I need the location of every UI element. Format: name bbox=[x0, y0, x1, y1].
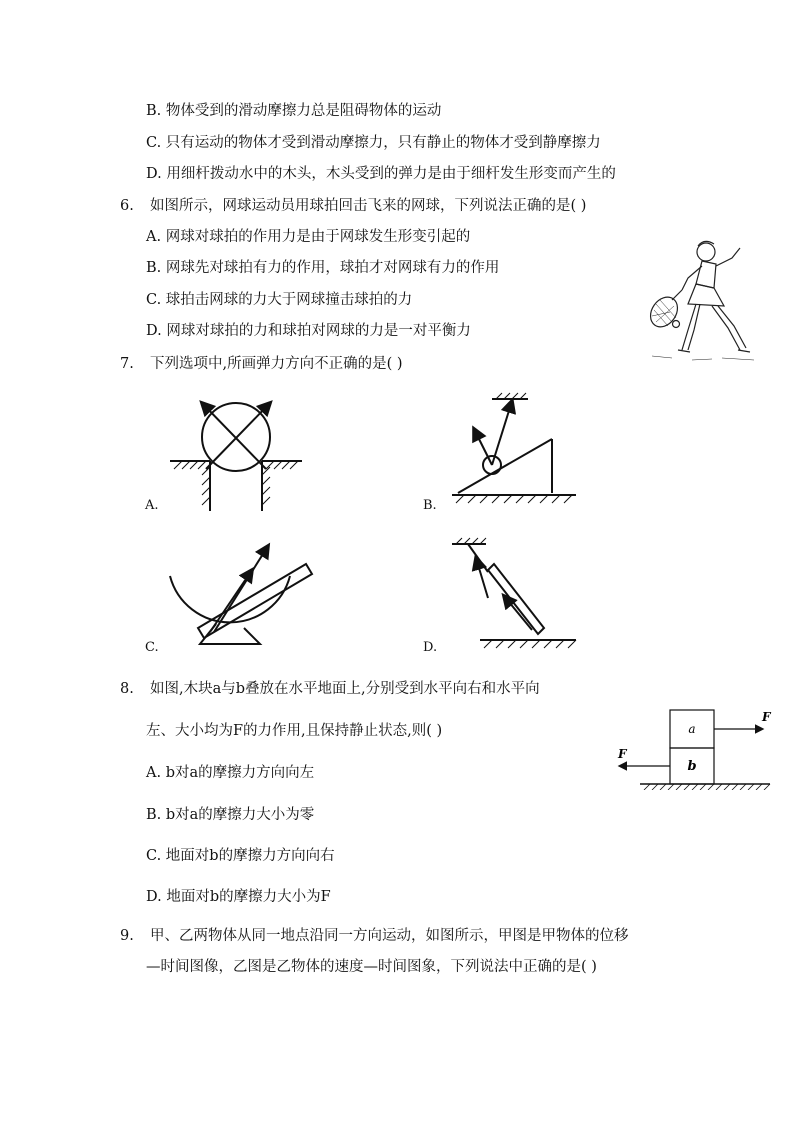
q8-stem-line1: 如图,木块a与b叠放在水平地面上,分别受到水平向右和水平向 bbox=[150, 681, 540, 697]
q6-option-a: A. 网球对球拍的作用力是由于网球发生形变引起的 bbox=[146, 229, 471, 245]
q5-option-d: D. 用细杆拨动水中的木头，木头受到的弹力是由于细杆发生形变而产生的 bbox=[146, 166, 616, 182]
q7-figure-d bbox=[448, 536, 580, 654]
q6-option-c: C. 球拍击网球的力大于网球撞击球拍的力 bbox=[146, 292, 413, 308]
q7-label-a: A. bbox=[145, 498, 159, 513]
q7-label-b: B. bbox=[423, 498, 437, 513]
q8-stem-line2: 左、大小均为F的力作用,且保持静止状态,则( ) bbox=[146, 723, 443, 739]
q7-stem: 下列选项中,所画弹力方向不正确的是( ) bbox=[150, 356, 403, 372]
q8-number: 8. bbox=[120, 681, 134, 697]
q9-stem-line2: —时间图像，乙图是乙物体的速度—时间图象，下列说法中正确的是( ) bbox=[146, 959, 597, 975]
q7-figure-b bbox=[448, 383, 580, 511]
q8-option-b: B. b对a的摩擦力大小为零 bbox=[146, 807, 315, 823]
q7-label-d: D. bbox=[423, 640, 438, 655]
tennis-player-illustration bbox=[642, 232, 756, 366]
q8-stacked-blocks-figure bbox=[612, 706, 780, 790]
q7-figure-c bbox=[164, 536, 314, 654]
q8-option-a: A. b对a的摩擦力方向向左 bbox=[146, 765, 315, 781]
q9-number: 9. bbox=[120, 928, 134, 944]
force-left-label: F bbox=[618, 747, 627, 761]
force-right-label: F bbox=[762, 710, 771, 724]
q6-option-b: B. 网球先对球拍有力的作用，球拍才对网球有力的作用 bbox=[146, 260, 500, 276]
q5-option-b: B. 物体受到的滑动摩擦力总是阻碍物体的运动 bbox=[146, 103, 442, 119]
q8-option-d: D. 地面对b的摩擦力大小为F bbox=[146, 889, 331, 905]
q5-option-c: C. 只有运动的物体才受到滑动摩擦力，只有静止的物体才受到静摩擦力 bbox=[146, 135, 601, 151]
q7-figure-a bbox=[166, 385, 306, 513]
q8-option-c: C. 地面对b的摩擦力方向向右 bbox=[146, 848, 335, 864]
q7-number: 7. bbox=[120, 356, 134, 372]
q6-stem: 如图所示，网球运动员用球拍回击飞来的网球，下列说法正确的是( ) bbox=[150, 198, 587, 214]
q9-stem-line1: 甲、乙两物体从同一地点沿同一方向运动，如图所示，甲图是甲物体的位移 bbox=[150, 928, 629, 944]
block-b-label: b bbox=[687, 759, 697, 774]
q6-number: 6. bbox=[120, 198, 134, 214]
q6-option-d: D. 网球对球拍的力和球拍对网球的力是一对平衡力 bbox=[146, 323, 471, 339]
q7-label-c: C. bbox=[145, 640, 159, 655]
block-a-label: a bbox=[688, 722, 696, 736]
